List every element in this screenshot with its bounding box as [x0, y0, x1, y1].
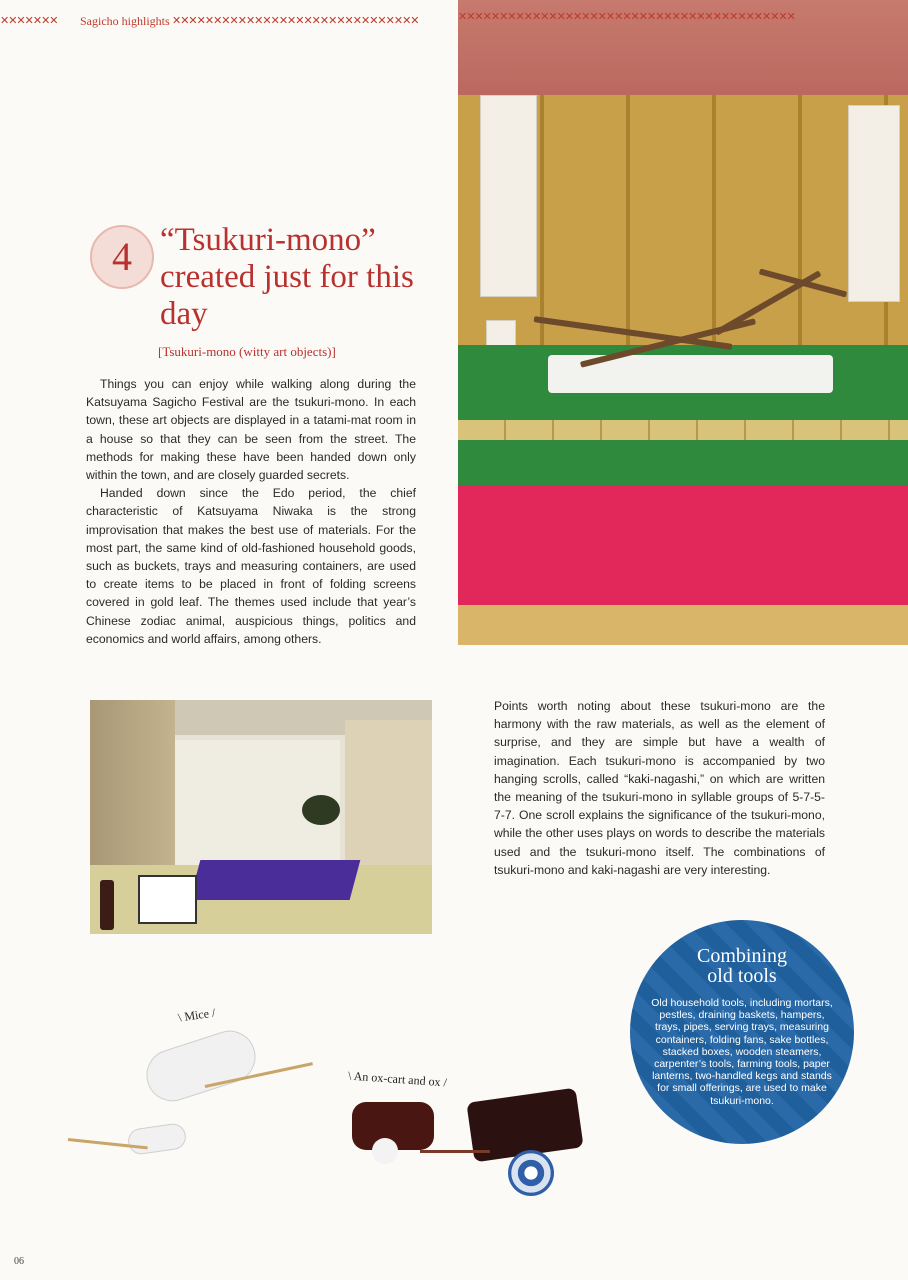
- callout-text: Old household tools, including mortars, pestles, draining baskets, hampers, trays, pipes, serving trays, measuring containers, folding fans, sake bottles, stacked boxes, wooden steamers, carpenter’s tools, farming tools, paper lanterns, two-handled kegs and stands for small offerings, are used to make tsukuri-mono.: [651, 997, 833, 1107]
- section-subhead: [Tsukuri-mono (witty art objects)]: [158, 344, 336, 359]
- ox-face: [372, 1138, 398, 1164]
- paragraph: Things you can enjoy while walking along during the Katsuyama Sagicho Festival are the tsukuri-mono. In each town, these art objects are displayed in a tatami-mat room in a house so that they can be seen from the street. The methods for making these have been handed down only within the town, and are closely guarded secrets.: [86, 377, 416, 483]
- cart-shaft: [420, 1150, 490, 1153]
- hanging-scroll: [480, 95, 537, 297]
- bonsai-tree: [302, 795, 340, 825]
- purple-display-cloth: [190, 860, 361, 900]
- running-header-title: Sagicho highlights: [80, 14, 170, 28]
- tatami-room-photo: [90, 700, 432, 934]
- body-column-left: [86, 375, 416, 648]
- paragraph: Handed down since the Edo period, the chief characteristic of Katsuyama Niwaka is the strong improvisation that makes the best use of materials. For the most part, the same kind of old-fashioned household goods, such as buckets, trays and measuring containers, are used to create items to be placed in front of folding screens covered in gold leaf. The themes used include that year’s Chinese zodiac animal, auspicious things, politics and economics and world affairs, among others.: [86, 486, 416, 646]
- mice-label: \ Mice /: [177, 1005, 217, 1025]
- cart-wheel-plate: [508, 1150, 554, 1196]
- oxcart-label: \ An ox-cart and ox /: [347, 1068, 448, 1090]
- decorative-x-border: ✕✕✕✕✕✕✕: [0, 14, 58, 27]
- mouse-illustration: [140, 1024, 263, 1108]
- combining-old-tools-callout: [630, 920, 854, 1144]
- sake-bottle: [100, 880, 114, 930]
- running-header: [0, 10, 470, 34]
- framed-sign: [138, 875, 197, 924]
- callout-title: Combining old tools: [696, 945, 787, 987]
- hanging-scroll: [848, 105, 900, 302]
- decorative-x-border: ✕✕✕✕✕✕✕✕✕✕✕✕✕✕✕✕✕✕✕✕✕✕✕✕✕✕✕✕✕✕: [172, 14, 419, 27]
- decorative-x-border: ✕✕✕✕✕✕✕✕✕✕✕✕✕✕✕✕✕✕✕✕✕✕✕✕✕✕✕✕✕✕✕✕✕✕✕✕✕✕✕✕✕: [458, 10, 795, 23]
- section-number-badge: 4: [90, 225, 154, 289]
- tsukuri-mono-display-photo: [458, 0, 908, 645]
- paragraph: Points worth noting about these tsukuri-mono are the harmony with the raw materials, as well as the element of surprise, and they are simple but have a wealth of imagination. Each tsukuri-mono is accompanied by two hanging scrolls, called “kaki-nagashi,” on which are written the meaning of the tsukuri-mono in syllable groups of 5-7-5-7-7. One scroll explains the significance of the tsukuri-mono, while the other uses plays on words to describe the materials used and the tsukuri-mono itself. The combinations of tsukuri-mono and kaki-nagashi are very interesting.: [494, 699, 825, 877]
- mouse-illustration: [126, 1122, 187, 1156]
- page-number: 06: [14, 1256, 24, 1267]
- section-headline: “Tsukuri-mono” created just for this day: [160, 222, 414, 332]
- body-column-right: [494, 697, 825, 879]
